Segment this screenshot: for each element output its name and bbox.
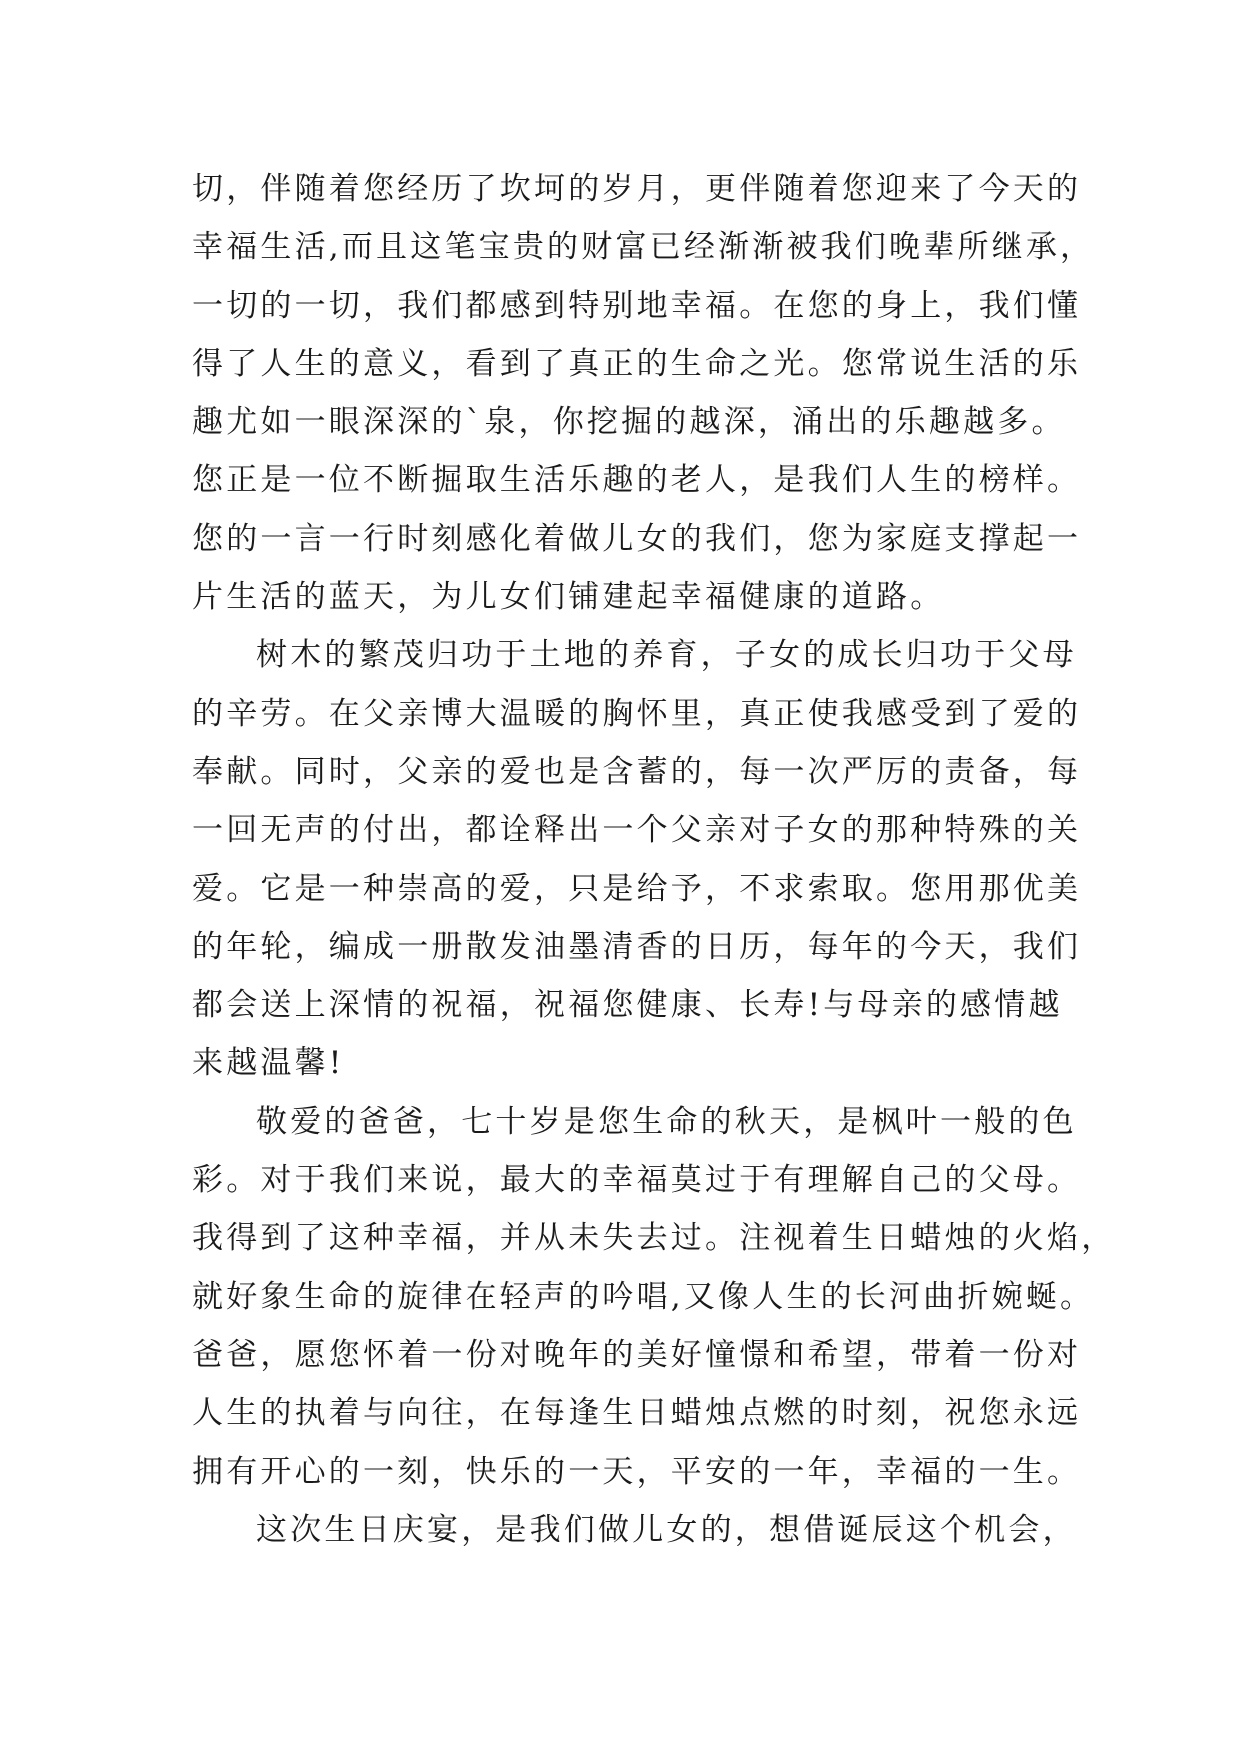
text-line: 我得到了这种幸福，并从未失去过。注视着生日蜡烛的火焰， (192, 1220, 1116, 1257)
text-line: 片生活的蓝天，为儿女们铺建起幸福健康的道路。 (192, 579, 945, 616)
text-line: 趣尤如一眼深深的`泉，你挖掘的越深，涌出的乐趣越多。 (192, 404, 1066, 441)
text-line: 得了人生的意义，看到了真正的生命之光。您常说生活的乐 (192, 345, 1082, 382)
text-line: 来越温馨! (192, 1045, 345, 1082)
text-line: 都会送上深情的祝福，祝福您健康、长寿!与母亲的感情越 (192, 987, 1063, 1024)
text-line: 的辛劳。在父亲博大温暖的胸怀里，真正使我感受到了爱的 (192, 695, 1082, 732)
text-line: 彩。对于我们来说，最大的幸福莫过于有理解自己的父母。 (192, 1162, 1082, 1199)
text-line: 的年轮，编成一册散发油墨清香的日历，每年的今天，我们 (192, 928, 1082, 965)
text-line: 切，伴随着您经历了坎坷的岁月，更伴随着您迎来了今天的 (192, 171, 1082, 207)
text-line: 一切的一切，我们都感到特别地幸福。在您的身上，我们懂 (192, 287, 1082, 324)
text-line: 幸福生活,而且这笔宝贵的财富已经渐渐被我们晚辈所继承， (192, 229, 1095, 266)
text-line: 您的一言一行时刻感化着做儿女的我们，您为家庭支撑起一 (192, 520, 1082, 557)
text-line: 一回无声的付出，都诠释出一个父亲对子女的那种特殊的关 (192, 812, 1082, 849)
paragraph-first-line: 这次生日庆宴，是我们做儿女的，想借诞辰这个机会， (256, 1511, 1077, 1548)
body-text (192, 160, 1116, 1559)
paragraph-first-line: 树木的繁茂归功于土地的养育，子女的成长归功于父母 (256, 637, 1077, 674)
text-line: 您正是一位不断掘取生活乐趣的老人，是我们人生的榜样。 (192, 462, 1082, 499)
text-line: 爱。它是一种崇高的爱，只是给予，不求索取。您用那优美 (192, 870, 1082, 907)
text-line: 就好象生命的旋律在轻声的吟唱,又像人生的长河曲折婉蜒。 (192, 1278, 1095, 1315)
paragraph-first-line: 敬爱的爸爸，七十岁是您生命的秋天，是枫叶一般的色 (256, 1103, 1077, 1140)
text-line: 人生的执着与向往，在每逢生日蜡烛点燃的时刻，祝您永远 (192, 1395, 1082, 1432)
text-line: 拥有开心的一刻，快乐的一天，平安的一年，幸福的一生。 (192, 1453, 1082, 1490)
text-line: 奉献。同时，父亲的爱也是含蓄的，每一次严厉的责备，每 (192, 753, 1082, 790)
text-line: 爸爸，愿您怀着一份对晚年的美好憧憬和希望，带着一份对 (192, 1336, 1082, 1373)
